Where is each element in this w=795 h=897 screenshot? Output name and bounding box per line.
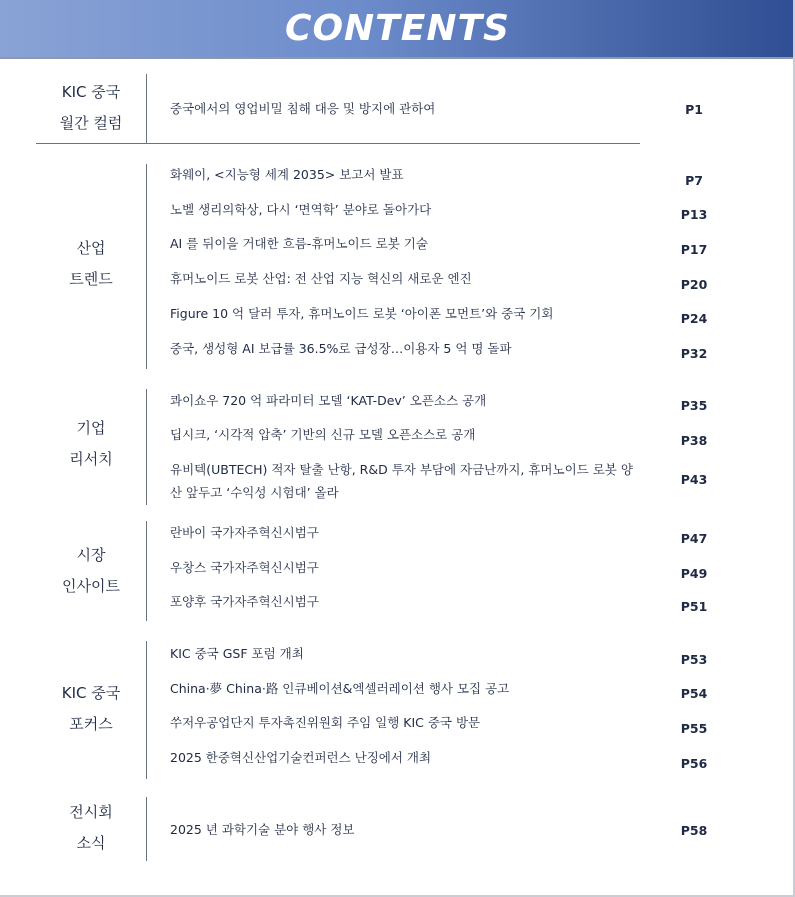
toc-item-page[interactable]: P51 — [680, 599, 708, 614]
section-divider-horizontal — [36, 143, 640, 144]
section-divider-vertical — [146, 521, 147, 621]
toc-item-page[interactable]: P54 — [680, 686, 708, 701]
toc-item-page[interactable]: P17 — [680, 242, 708, 257]
toc-item-text[interactable]: China·夢 China·路 인큐베이션&엑셀러레이션 행사 모집 공고 — [170, 681, 510, 696]
toc-item-page[interactable]: P20 — [680, 277, 708, 292]
toc-item-text[interactable]: 콰이쇼우 720 억 파라미터 모델 ‘KAT-Dev’ 오픈소스 공개 — [170, 393, 487, 408]
toc-item-text[interactable]: 노벨 생리의학상, 다시 ‘면역학’ 분야로 돌아가다 — [170, 202, 432, 217]
toc-item-page[interactable]: P35 — [680, 398, 708, 413]
section-label-line: 트렌드 — [69, 270, 113, 288]
section-label-market-insight — [36, 540, 146, 602]
section-divider-vertical — [146, 641, 147, 779]
section-label-line: 인사이트 — [62, 577, 120, 595]
contents-banner — [0, 0, 795, 59]
toc-item-text[interactable]: 포양후 국가자주혁신시범구 — [170, 594, 319, 609]
section-divider-vertical — [146, 797, 147, 861]
toc-item-text[interactable]: Figure 10 억 달러 투자, 휴머노이드 로봇 ‘아이폰 모먼트’와 중국 기회 — [170, 306, 554, 321]
toc-item-page[interactable]: P58 — [680, 823, 708, 838]
section-divider-vertical — [146, 74, 147, 143]
toc-item-text[interactable]: 중국, 생성형 AI 보급률 36.5%로 급성장…이용자 5 억 명 돌파 — [170, 341, 512, 356]
section-label-kic-focus — [36, 678, 146, 740]
toc-item-text[interactable]: 중국에서의 영업비밀 침해 대응 및 방지에 관하여 — [170, 101, 436, 116]
toc-item-page[interactable]: P47 — [680, 531, 708, 546]
section-label-line: 전시회 — [69, 803, 113, 821]
section-label-line: 리서치 — [69, 450, 113, 468]
toc-item-page[interactable]: P13 — [680, 207, 708, 222]
toc-item-page[interactable]: P32 — [680, 346, 708, 361]
toc-item-page[interactable]: P1 — [685, 102, 703, 117]
toc-item-text[interactable]: 2025 한중혁신산업기술컨퍼런스 난징에서 개최 — [170, 750, 432, 765]
toc-item-text[interactable]: 휴머노이드 로봇 산업: 전 산업 지능 혁신의 새로운 엔진 — [170, 271, 472, 286]
toc-item-page[interactable]: P49 — [680, 566, 708, 581]
toc-item-page[interactable]: P53 — [680, 652, 708, 667]
section-label-line: KIC 중국 — [61, 684, 121, 702]
toc-item-page[interactable]: P38 — [680, 433, 708, 448]
toc-item-text[interactable]: 2025 년 과학기술 분야 행사 정보 — [170, 822, 355, 837]
section-label-exhibition-news — [36, 797, 146, 859]
toc-item-text[interactable]: 유비텍(UBTECH) 적자 탈출 난항, R&D 투자 부담에 자금난까지, 휴머노이드 로봇 양산 앞두고 ‘수익성 시험대’ 올라 — [170, 462, 633, 500]
toc-item-text[interactable]: AI 를 뒤이을 거대한 흐름-휴머노이드 로봇 기술 — [170, 236, 428, 251]
page-title: CONTENTS — [285, 8, 510, 49]
section-label-line: 월간 컬럼 — [59, 114, 123, 132]
section-label-line: KIC 중국 — [61, 83, 121, 101]
section-divider-vertical — [146, 164, 147, 369]
toc-item-page[interactable]: P43 — [680, 472, 708, 487]
section-label-line: 소식 — [76, 834, 106, 852]
toc-item-page[interactable]: P24 — [680, 311, 708, 326]
toc-item-page[interactable]: P7 — [685, 173, 703, 188]
section-label-monthly-column — [36, 77, 146, 139]
section-label-company-research — [36, 413, 146, 475]
section-label-line: 산업 — [76, 239, 106, 257]
toc-item-text[interactable]: 우창스 국가자주혁신시범구 — [170, 560, 319, 575]
toc-item-page[interactable]: P55 — [680, 721, 708, 736]
section-label-line: 기업 — [76, 419, 106, 437]
toc-item-text[interactable]: 딥시크, ‘시각적 압축’ 기반의 신규 모델 오픈소스로 공개 — [170, 427, 476, 442]
toc-item-text[interactable]: 화웨이, <지능형 세계 2035> 보고서 발표 — [170, 167, 404, 182]
toc-item-text[interactable]: KIC 중국 GSF 포럼 개최 — [170, 646, 304, 661]
section-divider-vertical — [146, 389, 147, 505]
section-label-line: 시장 — [76, 546, 106, 564]
toc-item-page[interactable]: P56 — [680, 756, 708, 771]
section-label-line: 포커스 — [69, 715, 113, 733]
section-label-industry-trends — [36, 233, 146, 295]
toc-item-text[interactable]: 쑤저우공업단지 투자촉진위원회 주임 일행 KIC 중국 방문 — [170, 715, 481, 730]
toc-item-text[interactable]: 란바이 국가자주혁신시범구 — [170, 525, 319, 540]
